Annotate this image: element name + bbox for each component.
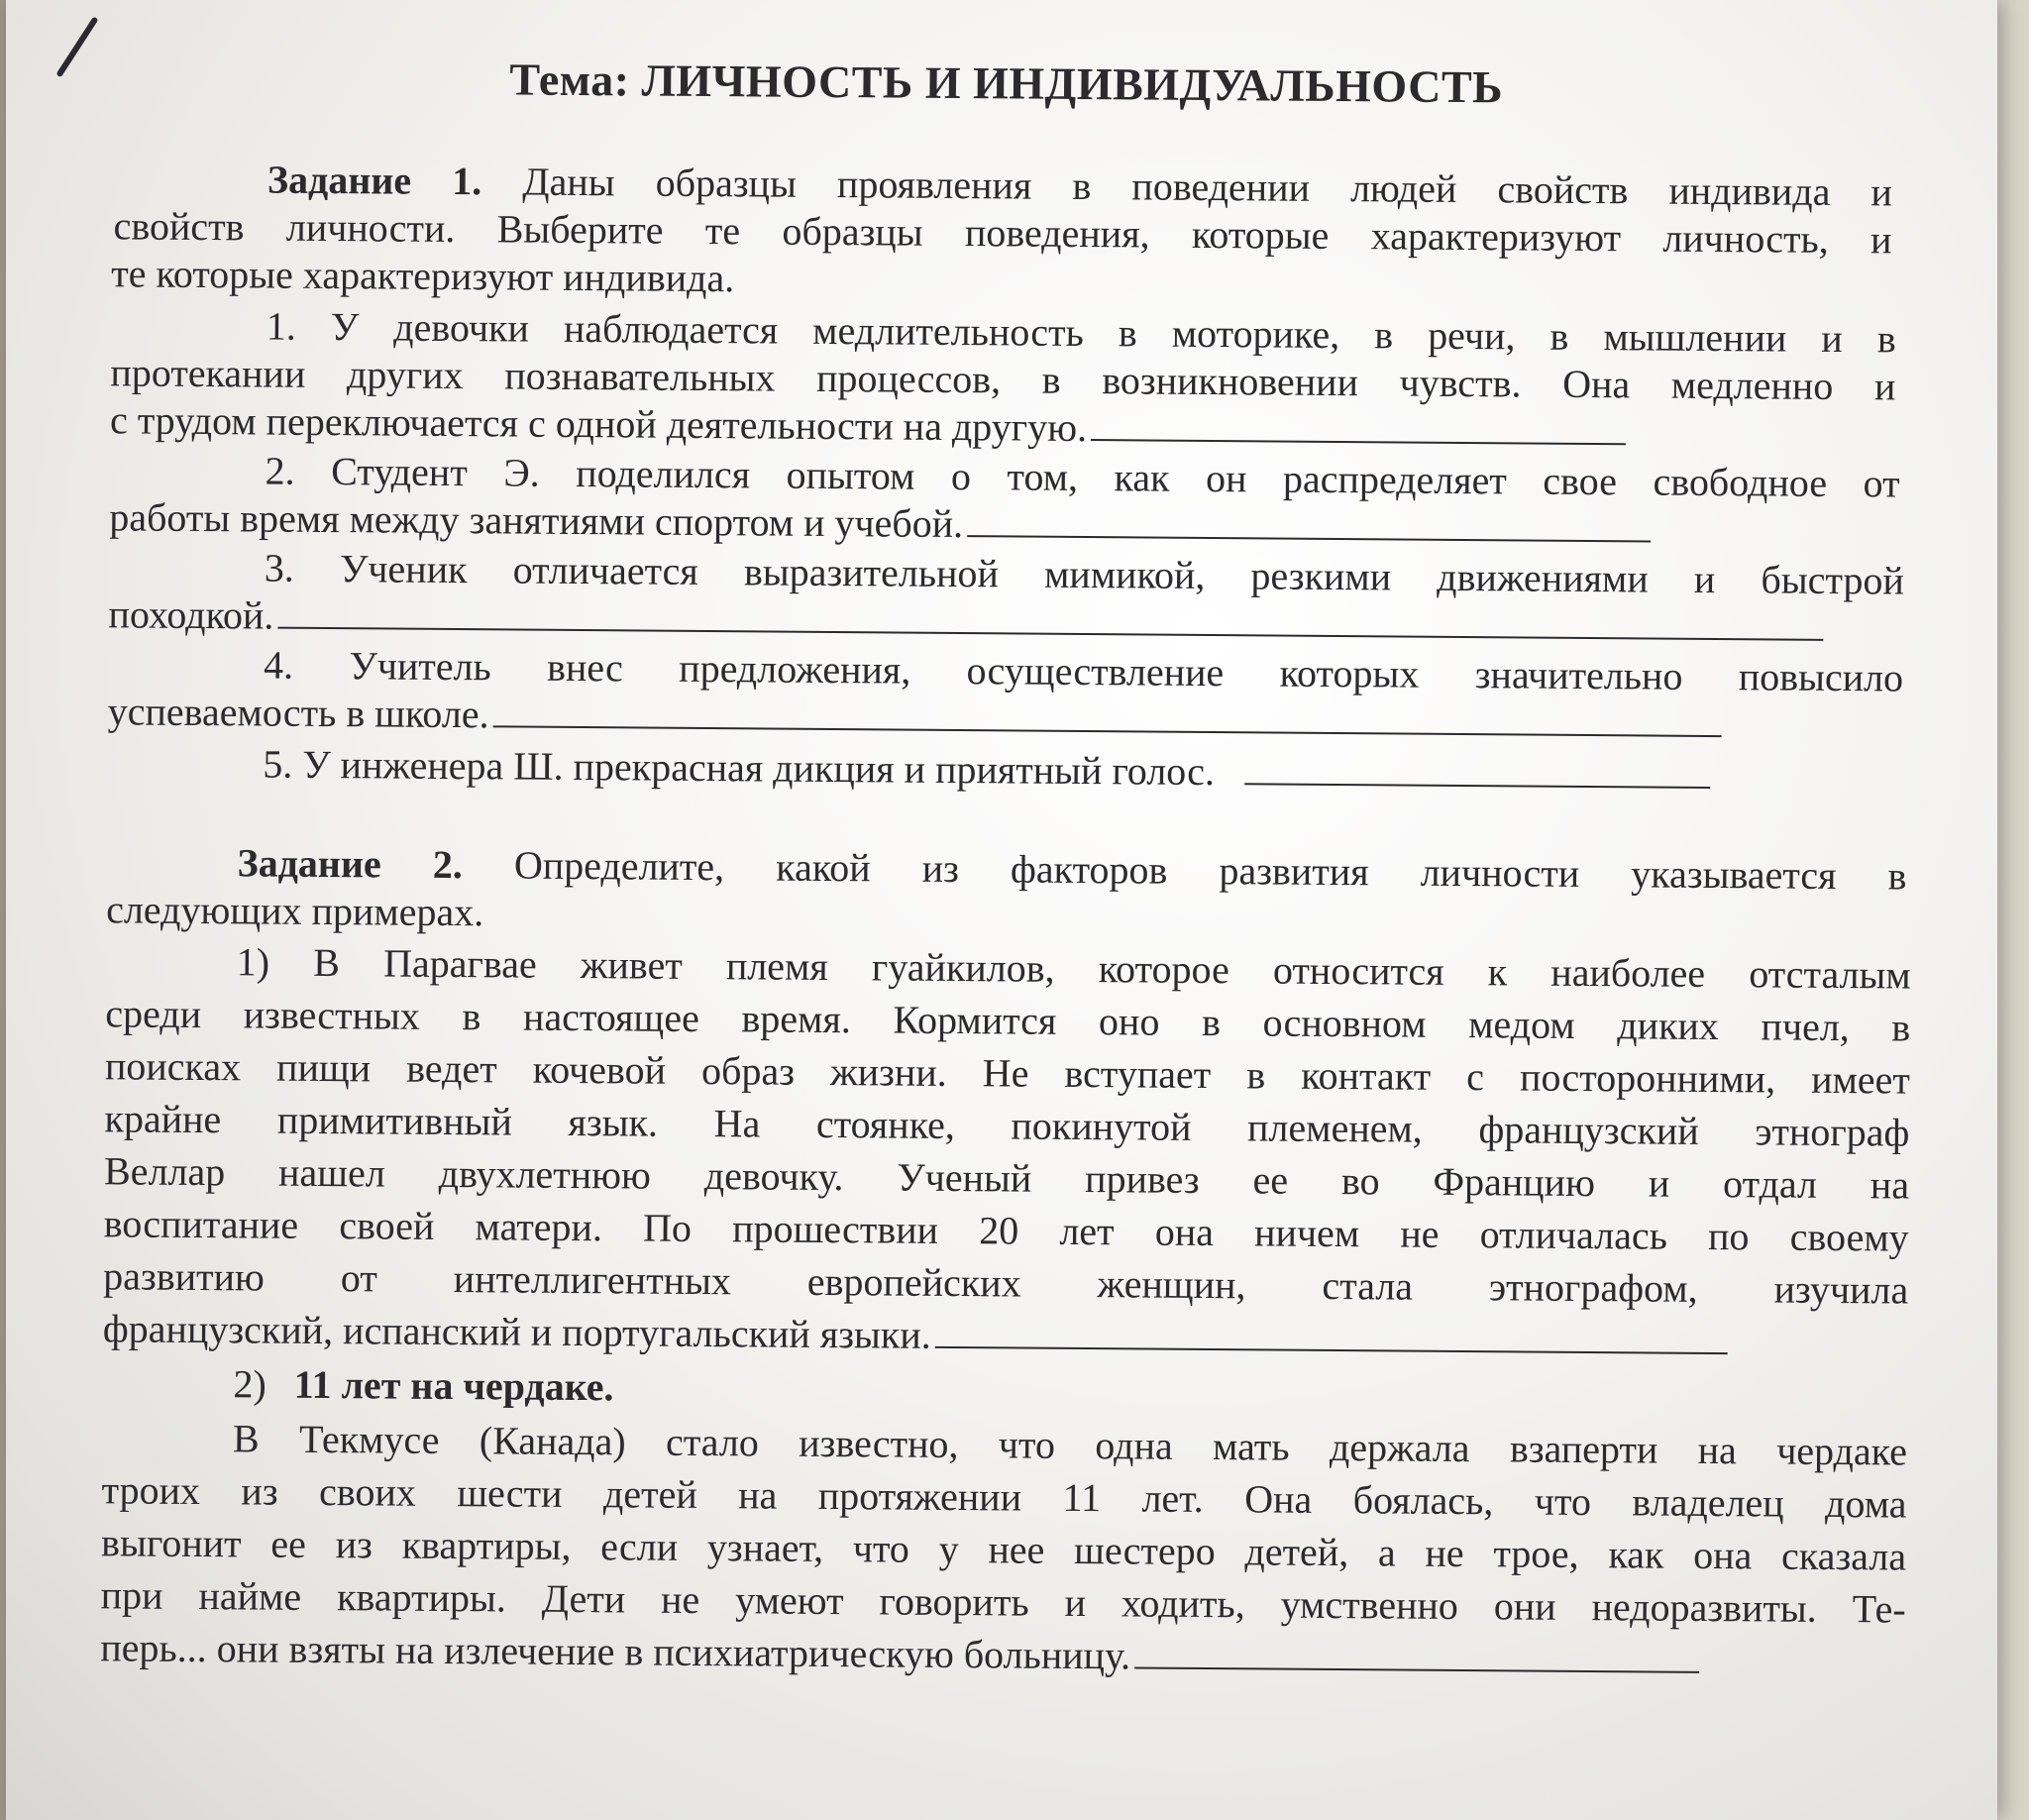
task1-item-2-line-1: 2. Студент Э. поделился опытом о том, как он распределяет свое свободное от — [265, 448, 1900, 506]
answer-blank-4[interactable] — [492, 725, 1721, 737]
answer-blank-2[interactable] — [967, 535, 1651, 542]
worksheet-content — [75, 50, 1958, 1678]
task1-intro-text-1: Даны образцы проявления в поведении людей свойств индивида и — [522, 159, 1893, 215]
task1-intro-line-1 — [267, 157, 1893, 215]
example-1-line-5: Веллар нашел двухлетнюю девочку. Ученый привез ее во Францию и отдал на — [103, 1148, 1910, 1208]
example-2-line-5 — [100, 1625, 1699, 1680]
title-label: Тема: — [509, 54, 630, 106]
task2-intro-line-1 — [237, 840, 1907, 899]
task1-item-1-line-1: 1. У девочки наблюдается медлительность в моторике, в речи, в мышлении и в — [266, 303, 1896, 362]
example-1-line-1: 1) В Парагвае живет племя гуайкилов, которое относится к наиболее отсталым — [236, 939, 1911, 998]
example-1-line-3: поисках пищи ведет кочевой образ жизни. Не вступает в контакт с посторонними, имеет — [104, 1043, 1911, 1103]
task1-intro-line-3: те которые характеризуют индивида. — [111, 251, 735, 301]
example-1-text-8: французский, испанский и португальский языки. — [102, 1306, 931, 1357]
task2-intro-line-2: следующих примерах. — [106, 887, 484, 935]
title-topic: ЛИЧНОСТЬ И ИНДИВИДУАЛЬНОСТЬ — [641, 54, 1504, 113]
task1-item-4-text-2: успеваемость в школе. — [107, 689, 489, 737]
task1-heading: Задание 1. — [267, 157, 482, 204]
task1-item-1-line-3 — [109, 397, 1626, 452]
example-2-line-3: выгонит ее из квартиры, если узнает, что у нее шестеро детей, а не трое, как она сказала — [100, 1520, 1907, 1579]
worksheet-paper — [6, 0, 1997, 1820]
example-2-heading — [233, 1361, 614, 1410]
answer-blank-7[interactable] — [1134, 1666, 1699, 1672]
example-2-text-5: перь... они взяты на излечение в психиатрическую больницу. — [100, 1625, 1131, 1678]
task1-intro-line-2: свойств личности. Выберите те образцы поведения, которые характеризуют личность, и — [113, 203, 1892, 263]
example-1-line-7: развитию от интеллигентных европейских женщин, стала этнографом, изучила — [103, 1253, 1909, 1313]
task2-heading: Задание 2. — [237, 840, 464, 888]
answer-blank-5[interactable] — [1244, 783, 1710, 789]
task1-item-5-text-1: 5. У инженера Ш. прекрасная дикция и приятный голос. — [263, 741, 1216, 795]
example-1-line-6: воспитание своей матери. По прошествии 20 лет она ничем не отличалась по своему — [103, 1201, 1909, 1260]
task1-item-3-text-2: походкой. — [108, 591, 274, 638]
task1-item-1-text-3: с трудом переключается с одной деятельности на другую. — [109, 397, 1088, 451]
example-1-line-4: крайне примитивный язык. На стоянке, покинутой племенем, французский этнограф — [104, 1096, 1910, 1155]
example-2-number: 2) — [233, 1361, 267, 1407]
task1-item-1-line-2: протекании других познавательных процессов, в возникновении чувств. Она медленно и — [110, 350, 1896, 409]
answer-blank-3[interactable] — [277, 627, 1823, 641]
task2-intro-text-1: Определите, какой из факторов развития личности указывается в — [513, 842, 1907, 899]
example-1-line-8 — [102, 1306, 1728, 1361]
example-2-line-4: при найме квартиры. Дети не умеют говорить и ходить, умственно они недоразвиты. Те- — [100, 1572, 1906, 1632]
example-2-title: 11 лет на чердаке. — [293, 1361, 614, 1410]
task1-item-5-line-1 — [263, 741, 1710, 796]
example-2-line-1: В Текмусе (Канада) стало известно, что одна мать держала взаперти на чердаке — [232, 1416, 1908, 1474]
task1-item-4-line-1: 4. Учитель внес предложения, осуществление которых значительно повысило — [263, 642, 1904, 700]
answer-blank-6[interactable] — [935, 1346, 1728, 1354]
answer-blank-1[interactable] — [1091, 439, 1626, 445]
task1-item-3-line-2 — [108, 591, 1823, 648]
page-title — [75, 50, 1938, 117]
task1-item-2-line-2 — [109, 494, 1651, 549]
task1-item-4-line-2 — [107, 689, 1722, 744]
example-1-line-2: среди известных в настоящее время. Кормится оно в основном медом диких пчел, в — [105, 991, 1911, 1050]
task1-item-3-line-1: 3. Ученик отличается выразительной мимикой, резкими движениями и быстрой — [264, 545, 1905, 603]
task1-item-2-text-2: работы время между занятиями спортом и учебой. — [109, 494, 964, 547]
example-2-line-2: троих из своих шести детей на протяжении 11 лет. Она боялась, что владелец дома — [101, 1467, 1907, 1527]
